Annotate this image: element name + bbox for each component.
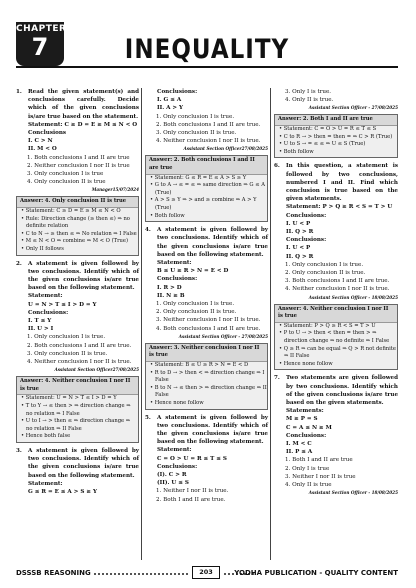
statement-line: II. M < O xyxy=(28,146,57,153)
statement-line: Conclusions: xyxy=(286,212,327,219)
answer-heading: Answer: 2. Both I and II are true xyxy=(275,115,397,126)
statement-line: I. T ≤ Y xyxy=(28,318,52,325)
question xyxy=(274,162,398,203)
question-number: 3. xyxy=(16,447,22,454)
chapter-title: INEQUALITY xyxy=(124,35,290,65)
statement-line: Conclusions: xyxy=(157,463,198,470)
statement-line: (II). U ≤ S xyxy=(157,480,189,487)
answer-option: 2. Only I is true xyxy=(285,465,330,472)
answer-option: 3. Neither I nor II is true xyxy=(285,473,356,480)
statement-line: I. U < P xyxy=(286,245,311,252)
answer-option: 1. Only conclusion I is true. xyxy=(27,334,106,341)
question-text: Two statements are given followed by two conclusions. Identify which of the given conclusions is/are true based on the given statements. xyxy=(286,375,398,406)
question-text: A statement is given followed by two conclusions. Identify which of the given conclusions is/are true based on the following statement. xyxy=(157,227,268,258)
answer-option: 1. Both conclusions I and II are true xyxy=(27,154,130,161)
explanation-line: • C to N → ≥ then ≤ ⇒ No relation ⇒ I False xyxy=(21,230,137,237)
exam-source: Manager15/07/2024 xyxy=(91,187,139,193)
statement-line: I. C > N xyxy=(28,138,53,145)
answer-option: 1. Only conclusion I is true. xyxy=(156,301,235,307)
statement-line: Conclusions: xyxy=(157,276,198,283)
content-columns xyxy=(16,88,398,560)
answer-option: 3. Both conclusions I and II are true. xyxy=(285,278,390,285)
answer-option: 4. Only conclusion II is true xyxy=(27,179,106,186)
statement-line: Statement: C ≥ D = E ≥ M ≤ N < O xyxy=(28,121,138,128)
answer-option: 2. Both conclusions I and II are true. xyxy=(156,121,261,128)
answer-heading: Answer: 3. Neither conclusion I nor II is true xyxy=(146,344,267,362)
statement-line: II. A > Y xyxy=(157,105,184,112)
explanation-line: • Statement: G ≤ R = E ≤ A > S ≥ Y xyxy=(150,174,247,181)
answer-option: 2. Only conclusion II is true. xyxy=(156,309,237,316)
answer-heading: Answer: 4. Neither conclusion I nor II is true xyxy=(17,377,138,395)
question xyxy=(16,260,139,293)
answer-option: 4. Neither conclusion I nor II is true. xyxy=(27,359,132,366)
explanation-line: • U to S → = ≤ ≤ ⇒ U ≤ S (True) xyxy=(279,141,366,148)
statement-line: Statement: xyxy=(157,259,192,266)
statement-line: II. Q > R xyxy=(286,229,314,235)
statement-line: (I). C > R xyxy=(157,471,187,478)
explanation-line: • Statement: C ≥ D = E ≥ M ≤ N < O xyxy=(21,208,121,215)
statement-line: II. Q > R xyxy=(286,253,314,260)
chapter-number: 7 xyxy=(31,33,49,61)
page-number: 203 xyxy=(192,566,220,579)
explanation-line: • Both follow xyxy=(150,212,185,219)
question xyxy=(274,374,398,407)
answer-box xyxy=(274,114,398,158)
answer-option: 4. Only II is true. xyxy=(285,97,334,104)
footer-book-title: DSSSB REASONING xyxy=(16,569,91,577)
statement-line: Statements: xyxy=(286,408,324,415)
explanation-line: • G to A → ≤ = ≤ ⇒ same direction ⇒ G ≤ A (True) xyxy=(150,182,265,196)
explanation-line: • B to N → ≤ then > ⇒ direction change ⇒ II False xyxy=(150,384,267,399)
statement-line: Statement: xyxy=(157,447,192,454)
exam-source: Assistant Section Officer - 27/08/2025 xyxy=(178,333,268,339)
footer-publisher: YODHA PUBLICATION - QUALITY CONTENT xyxy=(234,569,398,577)
statement-line: Statement: P > Q ≥ R < S = T > U xyxy=(286,204,393,211)
explanation-line: • P to U → > then < then = then > ⇒ direction change ⇒ no definite ⇒ I False xyxy=(279,330,390,344)
question-text: A statement is given followed by two conclusions. Identify which of the given conclusions is/are true based on the following statement. xyxy=(157,414,268,446)
answer-option: 4. Both conclusions I and II are true. xyxy=(156,325,261,332)
explanation-line: • Statement: B ≤ U ≥ R > N = E < D xyxy=(150,362,249,368)
footer-divider xyxy=(94,573,188,575)
explanation-line: • A > S ≥ Y ⇒ > and ≥ combine ⇒ A > Y (True) xyxy=(150,197,257,211)
column-1 xyxy=(16,88,139,560)
statement-line: C = A ≤ N ≥ M xyxy=(286,424,332,431)
question-text: A statement is given followed by two conclusions. Identify which of the given conclusions is/are true based on the following statement. xyxy=(28,260,139,292)
question-number: 1. xyxy=(16,89,22,95)
answer-heading: Answer: 4. Only conclusion II is true xyxy=(17,197,138,208)
answer-option: 4. Neither conclusion I nor II is true. xyxy=(156,138,261,145)
statement-line: II. U > I xyxy=(28,326,54,333)
exam-source: Assistant Section Officer27/08/2025 xyxy=(183,146,268,152)
question-text: Read the given statement(s) and conclusions carefully. Decide which of the given conclusions is/are true based on the statement. xyxy=(28,89,139,120)
explanation-line: • Only II follows xyxy=(21,246,64,252)
answer-option: 2. Both I and II are true. xyxy=(156,496,226,503)
answer-option: 3. Neither conclusion I nor II is true. xyxy=(156,317,261,324)
column-2 xyxy=(145,88,268,560)
statement-line: U = N > T ≤ I > D = Y xyxy=(28,301,97,308)
question-number: 7. xyxy=(274,375,280,382)
exam-source: Assistant Section Officer - 18/08/2025 xyxy=(308,490,398,496)
statement-line: I. G ≤ A xyxy=(157,97,182,104)
question-number: 4. xyxy=(145,227,151,234)
answer-option: 1. Both I and II are true xyxy=(285,457,353,464)
question-number: 6. xyxy=(274,163,280,170)
question-text: In this question, a statement is followed by two conclusions, numbered I and II. Find which conclusion is true based on the given statements. xyxy=(286,163,398,203)
answer-box xyxy=(274,304,398,371)
statement-line: B ≤ U ≥ R > N = E < D xyxy=(157,268,229,275)
answer-box xyxy=(145,155,268,222)
explanation-line: • Statement: P > Q ≥ R < S = T > U xyxy=(279,322,376,329)
explanation-line: • Hence none follow xyxy=(279,360,333,367)
answer-option: 3. Only I is true. xyxy=(285,89,332,95)
explanation-line: • Q ≥ R ⇒ can be equal ⇒ Q > R not definite ⇒ II False xyxy=(279,345,396,360)
statement-line: Conclusions: xyxy=(157,89,198,95)
question xyxy=(16,88,139,121)
explanation-line: • C to R → > then = then = ⇒ C > R (True) xyxy=(279,133,393,140)
statement-line: II. N ≥ B xyxy=(157,292,185,299)
statement-line: Statement: xyxy=(28,480,63,487)
question xyxy=(16,447,139,480)
answer-option: 3. Only conclusion I is true xyxy=(27,171,104,178)
answer-heading: Answer: 2. Both conclusions I and II are true xyxy=(146,156,267,174)
answer-box xyxy=(16,196,139,255)
chapter-badge xyxy=(16,22,67,66)
answer-option: 1. Only conclusion I is true. xyxy=(156,113,235,120)
answer-heading: Answer: 4. Neither conclusion I nor II is true xyxy=(275,305,397,323)
answer-option: 2. Only conclusion II is true. xyxy=(285,270,366,277)
explanation-line: • Statement: U = N > T ≤ I > D = Y xyxy=(21,395,117,402)
explanation-line: • T to Y → ≤ then > ⇒ direction change ⇒ no relation ⇒ I False xyxy=(21,403,131,417)
answer-option: 3. Only conclusion II is true. xyxy=(156,130,237,137)
statement-line: Conclusions xyxy=(28,130,67,137)
question xyxy=(145,226,268,259)
answer-option: 4. Only II is true xyxy=(285,482,332,489)
answer-option: 4. Neither conclusion I nor II is true. xyxy=(285,286,390,293)
statement-line: I. U < P xyxy=(286,220,311,227)
page-footer xyxy=(16,566,398,580)
statement-line: G ≤ R = E ≤ A > S ≥ Y xyxy=(28,489,97,495)
exam-source: Assistant Section Officer - 18/08/2025 xyxy=(308,294,398,300)
answer-option: 1. Neither I nor II is true. xyxy=(156,488,229,495)
statement-line: I. R > D xyxy=(157,284,182,291)
explanation-line: • Both follow xyxy=(279,148,314,155)
answer-box xyxy=(145,343,268,410)
explanation-line: • Hence both false xyxy=(21,433,71,440)
answer-option: 1. Only conclusion I is true. xyxy=(285,261,364,268)
exam-source: Assistant Section Officer27/08/2025 xyxy=(54,367,139,373)
column-3 xyxy=(274,88,398,560)
chapter-header xyxy=(16,33,398,68)
question xyxy=(145,414,268,447)
answer-box xyxy=(16,376,139,443)
explanation-line: • R to D → > then < ⇒ direction change ⇒ I False xyxy=(150,369,265,384)
statement-line: Statement: xyxy=(28,293,63,300)
statement-line: M ≥ P = S xyxy=(286,416,318,423)
exam-source: Assistant Section Officer - 27/08/2025 xyxy=(308,105,398,111)
chapter-word: CHAPTER xyxy=(16,24,67,34)
explanation-line: • Rule: Direction change (≥ then ≤) ⇒ no definite relation xyxy=(21,215,130,230)
question-number: 5. xyxy=(145,414,151,421)
statement-line: I. M < C xyxy=(286,441,312,447)
question-text: A statement is given followed by two conclusions. Identify which of the given conclusions is/are true based on the following statement. xyxy=(28,447,139,479)
explanation-line: • Statement: C = O > U = R ≤ T ≤ S xyxy=(279,126,377,132)
question-number: 2. xyxy=(16,260,22,267)
explanation-line: • Hence none follow xyxy=(150,399,204,406)
answer-option: 3. Only conclusion II is true. xyxy=(27,350,108,357)
statement-line: Conclusions: xyxy=(286,237,327,244)
statement-line: II. P ≤ A xyxy=(286,449,313,456)
explanation-line: • U to I → > then ≤ ⇒ direction change ⇒ no relation ⇒ II False xyxy=(21,418,131,432)
answer-option: 2. Neither conclusion I nor II is true xyxy=(27,162,130,169)
statement-line: C = O > U = R ≤ T ≤ S xyxy=(157,455,227,462)
answer-option: 2. Both conclusions I and II are true. xyxy=(27,342,132,349)
explanation-line: • M ≤ N < O ⇒ combine ⇒ M < O (True) xyxy=(21,238,128,245)
statement-line: Conclusions: xyxy=(286,432,327,439)
statement-line: Conclusions: xyxy=(28,309,69,316)
